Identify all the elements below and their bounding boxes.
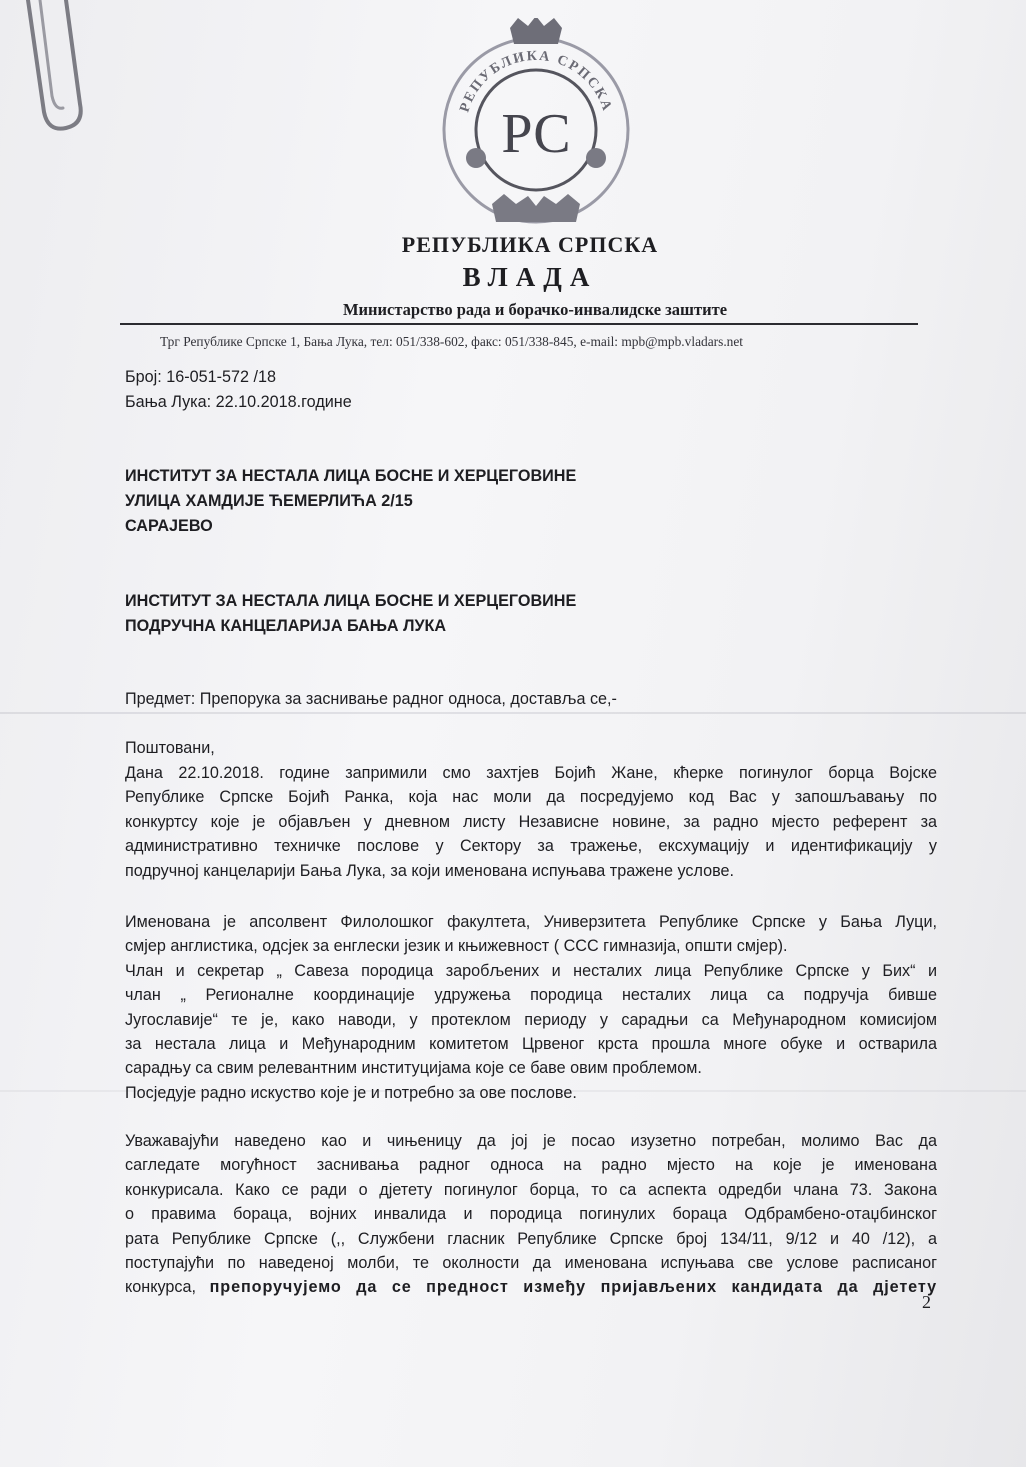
recipient-line: ИНСТИТУТ ЗА НЕСТАЛА ЛИЦА БОСНЕ И ХЕРЦЕГОВИНЕ	[125, 467, 577, 485]
svg-text:РЕПУБЛИКА СРПСКА: РЕПУБЛИКА СРПСКА	[457, 48, 615, 115]
text-line: члан „ Регионалне координације удружења породица несталих лица са подручја бивше	[125, 986, 937, 1005]
coat-of-arms-seal	[430, 18, 642, 230]
text-line: конкурисала. Како се ради о дјетету погинулог борца, то са аспекта одредби члана 73. Закона	[125, 1180, 937, 1199]
text-line: Именована је апсолвент Филолошког факултета, Универзитета Републике Српске у Бања Луци,	[125, 913, 937, 931]
text-line: Дана 22.10.2018. године запримили смо захтјев Бојић Жане, кћерке погинулог борца Војске	[125, 764, 937, 782]
document-date: Бања Лука: 22.10.2018.године	[125, 393, 352, 411]
text-line: Члан и секретар „ Савеза породица заробљених и несталих лица Републике Српске у Бих“ и	[125, 961, 937, 980]
text-line: поступајући по наведеној молби, те околности да именована испуњава све услове расписаног	[125, 1254, 937, 1273]
paper-fold-line	[0, 712, 1026, 714]
text-line: Републике Српске Бојић Ранка, која нас моли да посредујемо код Вас у запошљавању по	[125, 788, 937, 807]
text-line: Југославије“ те је, како наводи, у протеклом периоду у сарадњи са Међународном комисијом	[125, 1010, 937, 1029]
text-line: о правима бораца, војних инвалида и породица погинулих бораца Одбрамбено-отаџбинског	[125, 1205, 937, 1224]
recipient-line: САРАЈЕВО	[125, 517, 213, 535]
recipient-line: ПОДРУЧНА КАНЦЕЛАРИЈА БАЊА ЛУКА	[125, 617, 447, 635]
paper-clip-icon	[0, 0, 130, 140]
page-number: 2	[922, 1292, 931, 1312]
recipient-line: ИНСТИТУТ ЗА НЕСТАЛА ЛИЦА БОСНЕ И ХЕРЦЕГОВИНЕ	[125, 592, 577, 610]
text-line	[125, 1275, 937, 1299]
government-title: ВЛАДА	[462, 262, 598, 292]
document-number: Број: 16-051-572 /18	[125, 368, 277, 386]
text-line: рата Републике Српске (,, Службени гласник Републике Српске број 134/11, 9/12 и 40 /12), а	[125, 1229, 937, 1248]
ministry-name: Министарство рада и борачко-инвалидске заштите	[342, 300, 728, 319]
svg-text:РС: РС	[501, 103, 571, 165]
republic-name: РЕПУБЛИКА СРПСКА	[401, 232, 659, 257]
text-line: подручној канцеларији Бања Лука, за који именована испуњава тражене услове.	[125, 861, 735, 880]
text-line: Уважавајући наведено као и чињеницу да јој је посао изузетно потребан, молимо Вас да	[125, 1132, 937, 1150]
paragraph-request	[125, 761, 937, 883]
text-line: сагледате могућност заснивања радног односа на радно мјесто на које је именована	[125, 1156, 937, 1175]
text-line: сарадњу са свим релевантним институцијама које се баве овим проблемом.	[125, 1059, 702, 1078]
text-line: Посједује радно искуство које је и потребно за ове послове.	[125, 1083, 577, 1102]
text-line: конкуртсу које је објављен у дневном листу Независне новине, за радно мјесто референт за	[125, 812, 937, 831]
salutation: Поштовани,	[125, 739, 215, 757]
subject-line: Предмет: Препорука за заснивање радног односа, доставља се,-	[125, 690, 617, 708]
last-line-plain: конкурса,	[125, 1278, 210, 1297]
ministry-address: Трг Републике Српске 1, Бања Лука, тел: 051/338-602, факс: 051/338-845, e-mail: mpb@mpb.vladars.net	[160, 334, 744, 349]
last-line-bold: препоручујемо да се предност између пријављених кандидата да дјетету	[209, 1278, 937, 1297]
recipient-line: УЛИЦА ХАМДИЈЕ ЋЕМЕРЛИЋА 2/15	[125, 492, 413, 510]
text-line: смјер англистика, одсјек за енглески језик и књижевност ( ССС гимназија, општи смјер).	[125, 937, 788, 956]
paragraph-recommendation	[125, 1129, 937, 1300]
text-line: административно техничке послове у Сектору за тражење, ексхумацију и идентификацију у	[125, 837, 937, 856]
text-line: за нестала лица и Међународним комитетом Црвеног крста прошла многе обуке и остварила	[125, 1035, 937, 1054]
header-divider	[120, 323, 918, 325]
paragraph-candidate	[125, 910, 937, 1105]
